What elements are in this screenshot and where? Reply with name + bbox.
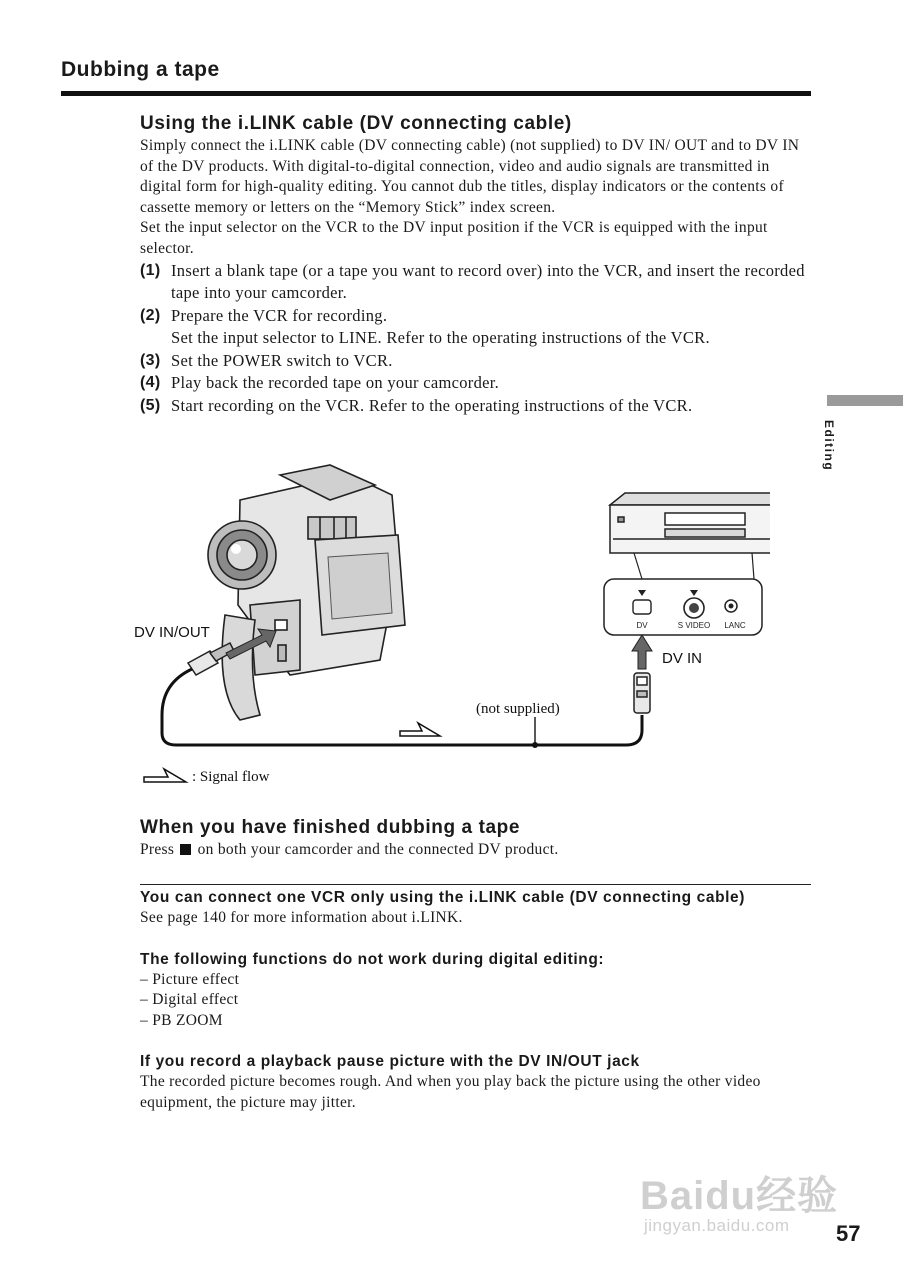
step-number: (3) xyxy=(140,351,161,369)
step-number: (2) xyxy=(140,306,161,324)
step-text: Set the POWER switch to VCR. xyxy=(171,350,393,370)
finish-instruction: on both your camcorder and the connected DV product. xyxy=(197,841,559,858)
step-item xyxy=(140,372,812,395)
notes-rule xyxy=(140,884,811,885)
step-item xyxy=(140,350,812,373)
finish-press: Press xyxy=(140,841,175,858)
side-label: Editing xyxy=(822,420,836,472)
finish-section xyxy=(140,816,812,861)
step-text: Start recording on the VCR. Refer to the operating instructions of the VCR. xyxy=(171,395,693,415)
ilink-paragraph-1: Simply connect the i.LINK cable (DV connecting cable) (not supplied) to DV IN/ OUT and to DV IN of the DV products. With digital-to-digital connection, video and audio signals are transmitted in digital form for high-quality editing. You cannot dub the titles, display indicators or the contents of cassette memory or letters on the “Memory Stick” index screen. xyxy=(140,137,800,216)
note-line: – Picture effect xyxy=(140,970,240,988)
note-line: – Digital effect xyxy=(140,991,239,1009)
note-line: The recorded picture becomes rough. And when you play back the picture using the other video equipment, the picture may jitter. xyxy=(140,1073,761,1111)
jack-dv-label: DV xyxy=(636,621,648,630)
stop-icon xyxy=(180,844,191,855)
connection-diagram xyxy=(130,455,770,795)
notes-section xyxy=(140,887,812,1114)
finish-heading: When you have finished dubbing a tape xyxy=(140,817,521,838)
step-text: Play back the recorded tape on your camcorder. xyxy=(171,373,500,393)
steps-list xyxy=(140,260,812,418)
step-item xyxy=(140,395,812,418)
signal-flow-arrow xyxy=(400,723,440,736)
dv-in-out-label: DV IN/OUT xyxy=(134,624,210,641)
jack-lanc-label: LANC xyxy=(724,621,746,630)
jack-panel-leader xyxy=(752,553,754,579)
ilink-section xyxy=(140,112,812,417)
legend-arrow xyxy=(144,769,186,782)
camcorder-illustration xyxy=(208,465,405,720)
note-heading: The following functions do not work during digital editing: xyxy=(140,950,605,968)
step-number: (4) xyxy=(140,374,161,392)
watermark-logo: Baidu经验 xyxy=(640,1174,839,1218)
note-heading: You can connect one VCR only using the i.LINK cable (DV connecting cable) xyxy=(140,889,746,906)
vcr-cable-plug xyxy=(634,673,650,713)
ilink-paragraph-2: Set the input selector on the VCR to the DV input position if the VCR is equipped with the input selector. xyxy=(140,219,768,257)
cable-dot xyxy=(532,742,538,748)
page-number: 57 xyxy=(836,1221,861,1246)
step-number: (1) xyxy=(140,261,161,279)
vcr-illustration xyxy=(610,493,770,553)
note-line: – PB ZOOM xyxy=(140,1011,223,1029)
title-rule xyxy=(61,91,811,96)
note-heading: If you record a playback pause picture with the DV IN/OUT jack xyxy=(140,1053,640,1071)
step-item xyxy=(140,305,812,350)
jack-svideo-label: S VIDEO xyxy=(677,621,711,630)
ilink-heading: Using the i.LINK cable (DV connecting cable) xyxy=(140,113,572,134)
watermark-url: jingyan.baidu.com xyxy=(644,1216,790,1235)
step-subtext: Set the input selector to LINE. Refer to the operating instructions of the VCR. xyxy=(171,328,710,348)
not-supplied-label: (not supplied) xyxy=(476,701,560,717)
side-tab xyxy=(827,395,903,406)
step-number: (5) xyxy=(140,396,161,414)
note-line: See page 140 for more information about i.LINK. xyxy=(140,909,463,926)
section-title: Dubbing a tape xyxy=(61,58,220,81)
dv-in-arrow xyxy=(632,635,652,669)
step-item xyxy=(140,260,812,305)
step-text: Insert a blank tape (or a tape you want to record over) into the VCR, and insert the recorded tape into your camcorder. xyxy=(171,260,805,303)
step-text: Prepare the VCR for recording. xyxy=(171,305,388,325)
dv-in-label: DV IN xyxy=(662,650,703,667)
finish-text xyxy=(140,840,812,861)
jack-panel-leader xyxy=(634,553,642,579)
watermark xyxy=(640,1150,850,1250)
signal-flow-legend: : Signal flow xyxy=(192,769,270,785)
